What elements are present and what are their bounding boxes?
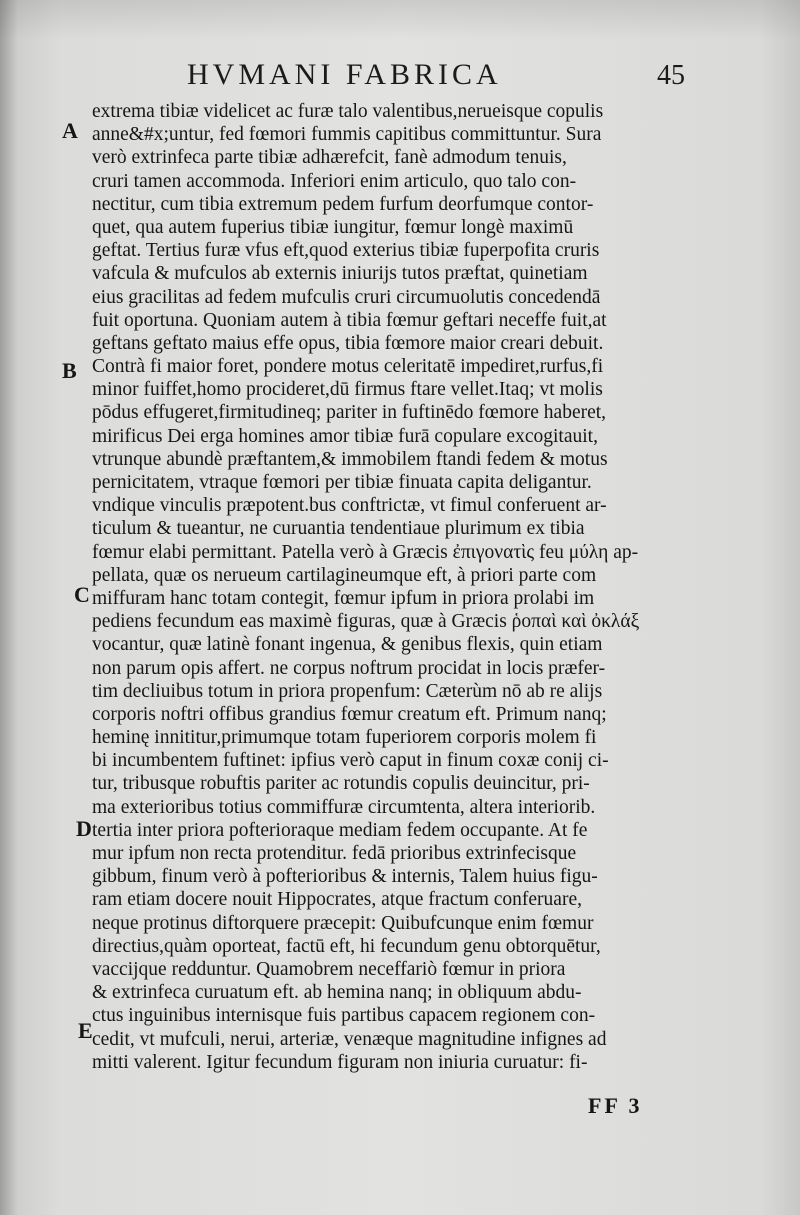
text-line: tim decliuibus totum in priora propenfum: Cæterùm nō ab re alijs: [92, 680, 603, 702]
text-line: vtrunque abundè præftantem,& immobilem ftandi fedem & motus: [92, 448, 608, 470]
text-line: non parum opis affert. ne corpus noftrum procidat in locis præfer-: [92, 657, 606, 679]
text-line: cedit, vt mufculi, nerui, arteriæ, venæque magnitudine infignes ad: [92, 1028, 607, 1050]
text-line: geftat. Tertius furæ vfus eft,quod exterius tibiæ fuperpofita cruris: [92, 240, 600, 262]
margin-marker-a: A: [62, 118, 78, 143]
body-text: [92, 100, 692, 1074]
page-header: [95, 58, 685, 98]
text-line: vaccijque redduntur. Quamobrem neceffariò fœmur in priora: [92, 958, 566, 980]
page-number: 45: [657, 60, 685, 91]
text-line: verò extrinfeca parte tibiæ adhærefcit, fanè admodum tenuis,: [92, 147, 567, 169]
text-line: tur, tribusque robuftis pariter ac rotundis copulis deuincitur, pri-: [92, 773, 590, 795]
text-line: ticulum & tueantur, ne curuantia tendentiaue plurimum ex tibia: [92, 518, 585, 540]
text-line: fœmur elabi permittant. Patella verò à Græcis ἐπιγονατὶς feu μύλη ap-: [92, 541, 639, 563]
margin-marker-c: C: [74, 582, 90, 607]
text-line: ma exterioribus totius commiffuræ circumtenta, altera interiorib.: [92, 796, 596, 818]
text-line: nectitur, cum tibia extremum pedem furfum deorfumque contor-: [92, 193, 594, 215]
text-line: pellata, quæ os nerueum cartilagineumque eft, à priori parte com: [92, 564, 597, 586]
text-line: corporis noftri offibus grandius fœmur creatum eft. Primum nanq;: [92, 703, 607, 725]
text-line: extrema tibiæ videlicet ac furæ talo valentibus,nerueisque copulis: [92, 101, 604, 122]
margin-marker-e: E: [78, 1018, 93, 1043]
text-line: mitti valerent. Igitur fecundum figuram non iniuria curuatur: fi-: [92, 1051, 588, 1073]
text-line: heminę innititur,primumque totam fuperiorem corporis molem fi: [92, 727, 597, 749]
text-line: ram etiam docere nouit Hippocrates, atque fractum conferuare,: [92, 889, 582, 911]
text-line: Contrà fi maior foret, pondere motus celeritatē impediret,rurfus,fi: [92, 356, 604, 378]
text-line: mirificus Dei erga homines amor tibiæ furā copulare excogitauit,: [92, 425, 598, 447]
signature-mark: FF 3: [588, 1093, 643, 1118]
text-line: & extrinfeca curuatum eft. ab hemina nanq; in obliquum abdu-: [92, 982, 582, 1004]
margin-marker-b: B: [62, 358, 77, 383]
text-line: vafcula & mufculos ab externis iniurijs tutos præftat, quinetiam: [92, 263, 588, 285]
text-line: quet, qua autem fuperius tibiæ iungitur, fœmur longè maximū: [92, 216, 574, 238]
text-line: neque protinus diftorquere præcepit: Quibufcunque enim fœmur: [92, 912, 594, 934]
text-line: mur ipfum non recta protenditur. fedā prioribus extrinfecisque: [92, 843, 577, 864]
text-line: minor fuiffet,homo procideret,dū firmus ftare vellet.Itaq; vt molis: [92, 379, 603, 401]
text-line: pernicitatem, vtraque fœmori per tibiæ finuata capita deligantur.: [92, 472, 592, 493]
text-line: vndique vinculis præpotent.bus conftrictæ, vt fimul conferuent ar-: [92, 495, 607, 517]
text-line: pediens fecundum eas maximè figuras, quæ à Græcis ῥοπαὶ καὶ ὀκλάξ: [92, 611, 640, 633]
text-line: gibbum, finum verò à pofterioribus & internis, Talem huius figu-: [92, 866, 598, 888]
margin-marker-d: D: [76, 816, 92, 841]
text-line: geftans geftato maius effe opus, tibia fœmore maior creari debuit.: [92, 332, 604, 354]
text-line: anne&#x;untur, fed fœmori fummis capitibus committuntur. Sura: [92, 124, 602, 146]
text-line: cruri tamen accommoda. Inferiori enim articulo, quo talo con-: [92, 170, 577, 192]
text-line: pōdus effugeret,firmitudineq; pariter in fuftinēdo fœmore haberet,: [92, 402, 607, 424]
text-line: ctus inguinibus internisque fuis partibus capacem regionem con-: [92, 1005, 596, 1027]
text-line: vocantur, quæ latinè fonant ingenua, & genibus flexis, quin etiam: [92, 634, 603, 656]
text-line: miffuram hanc totam contegit, fœmur ipfum in priora prolabi im: [92, 587, 595, 609]
running-title: HVMANI FABRICA: [187, 58, 502, 91]
text-line: tertia inter priora pofterioraque mediam fedem occupante. At fe: [92, 819, 588, 841]
text-line: eius gracilitas ad fedem mufculis cruri circumuolutis concedendā: [92, 286, 601, 308]
text-line: bi incumbentem fuftinet: ipfius verò caput in finum coxæ conij ci-: [92, 750, 609, 772]
text-line: fuit oportuna. Quoniam autem à tibia fœmur geftari neceffe fuit,at: [92, 309, 607, 331]
text-line: directius,quàm oporteat, factū eft, hi fecundum genu obtorquētur,: [92, 935, 601, 957]
